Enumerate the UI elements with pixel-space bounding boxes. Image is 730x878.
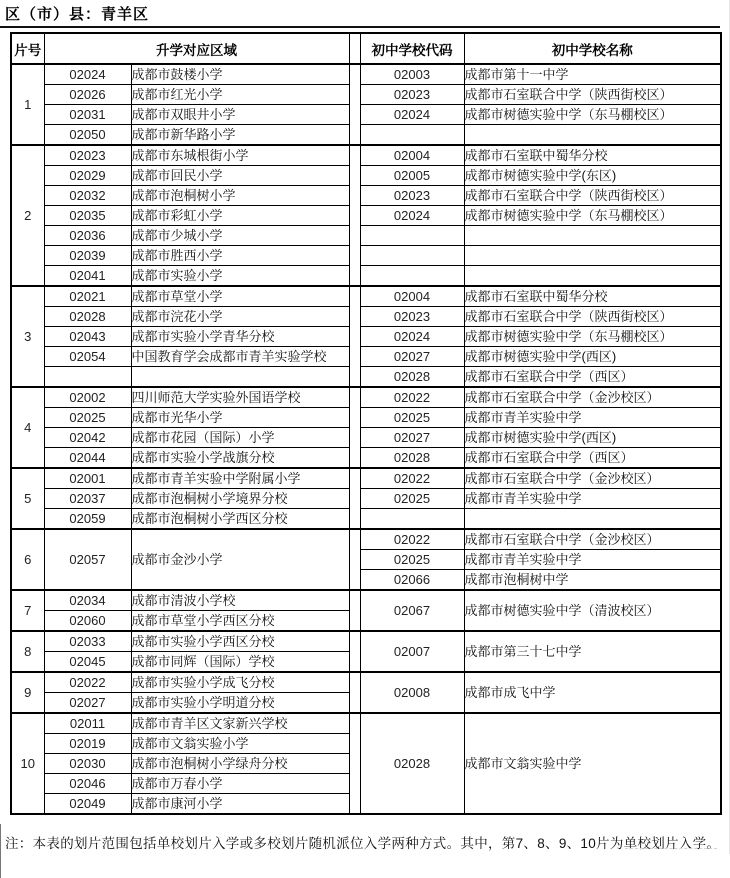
primary-code-cell: 02024 bbox=[44, 64, 131, 85]
section-no-cell: 6 bbox=[11, 529, 44, 590]
table-row bbox=[11, 489, 721, 509]
table-row bbox=[11, 347, 721, 367]
middle-school-cell: 成都市石室联中蜀华分校 bbox=[464, 286, 721, 307]
primary-school-cell: 成都市鼓楼小学 bbox=[131, 64, 349, 85]
header-row bbox=[11, 33, 721, 64]
primary-code-cell: 02025 bbox=[44, 408, 131, 428]
middle-code-cell: 02004 bbox=[360, 145, 464, 166]
primary-code-cell: 02028 bbox=[44, 307, 131, 327]
middle-code-cell: 02003 bbox=[360, 64, 464, 85]
section-no-cell: 7 bbox=[11, 590, 44, 631]
primary-school-cell: 成都市草堂小学西区分校 bbox=[131, 611, 349, 632]
middle-school-cell: 成都市树德实验中学（东马棚校区） bbox=[464, 327, 721, 347]
primary-code-cell: 02044 bbox=[44, 448, 131, 469]
primary-school-cell: 成都市东城根街小学 bbox=[131, 145, 349, 166]
middle-code-cell bbox=[360, 246, 464, 266]
primary-school-cell: 成都市实验小学战旗分校 bbox=[131, 448, 349, 469]
primary-school-cell: 成都市回民小学 bbox=[131, 166, 349, 186]
section-no-cell: 5 bbox=[11, 468, 44, 529]
primary-school-cell: 成都市实验小学 bbox=[131, 266, 349, 287]
middle-code-cell: 02066 bbox=[360, 570, 464, 591]
middle-code-cell: 02025 bbox=[360, 550, 464, 570]
primary-code-cell: 02001 bbox=[44, 468, 131, 489]
primary-school-cell: 成都市草堂小学 bbox=[131, 286, 349, 307]
primary-school-cell: 成都市彩虹小学 bbox=[131, 206, 349, 226]
middle-code-cell: 02024 bbox=[360, 206, 464, 226]
middle-school-cell: 成都市青羊实验中学 bbox=[464, 408, 721, 428]
primary-school-cell: 成都市泡桐树小学 bbox=[131, 186, 349, 206]
table-row bbox=[11, 64, 721, 85]
table-row bbox=[11, 307, 721, 327]
middle-code-cell: 02023 bbox=[360, 307, 464, 327]
middle-school-cell: 成都市石室联中蜀华分校 bbox=[464, 145, 721, 166]
primary-school-cell: 成都市实验小学明道分校 bbox=[131, 693, 349, 714]
footnote: 注：本表的划片范围包括单校划片入学或多校划片随机派位入学两种方式。其中，第7、8、9、10片为单校划片入学。 bbox=[5, 836, 721, 851]
gap-cell bbox=[349, 387, 360, 468]
middle-school-cell: 成都市石室联合中学（陕西街校区） bbox=[464, 85, 721, 105]
primary-school-cell: 成都市胜西小学 bbox=[131, 246, 349, 266]
title-divider bbox=[0, 26, 720, 28]
middle-school-cell: 成都市泡桐树中学 bbox=[464, 570, 721, 591]
primary-code-cell: 02019 bbox=[44, 734, 131, 754]
middle-school-cell: 成都市石室联合中学（金沙校区） bbox=[464, 387, 721, 408]
primary-code-cell: 02060 bbox=[44, 611, 131, 632]
middle-school-cell bbox=[464, 266, 721, 287]
gap-cell bbox=[349, 286, 360, 387]
primary-school-cell: 成都市同辉（国际）学校 bbox=[131, 652, 349, 673]
middle-school-cell: 成都市树德实验中学(东区) bbox=[464, 166, 721, 186]
section-no-cell: 3 bbox=[11, 286, 44, 387]
middle-school-cell: 成都市石室联合中学（金沙校区） bbox=[464, 529, 721, 550]
table-row bbox=[11, 428, 721, 448]
gap-cell bbox=[349, 631, 360, 672]
gap-cell bbox=[349, 713, 360, 814]
table-row bbox=[11, 327, 721, 347]
table-row bbox=[11, 186, 721, 206]
table-row bbox=[11, 105, 721, 125]
table-row bbox=[11, 85, 721, 105]
primary-school-cell: 成都市文翁实验小学 bbox=[131, 734, 349, 754]
primary-code-cell: 02037 bbox=[44, 489, 131, 509]
primary-code-cell bbox=[44, 367, 131, 388]
table-row bbox=[11, 448, 721, 469]
primary-code-cell: 02045 bbox=[44, 652, 131, 673]
middle-code-cell: 02028 bbox=[360, 367, 464, 388]
primary-school-cell bbox=[131, 367, 349, 388]
primary-school-cell: 成都市浣花小学 bbox=[131, 307, 349, 327]
middle-school-cell: 成都市石室联合中学（陕西街校区） bbox=[464, 307, 721, 327]
middle-code-cell: 02022 bbox=[360, 387, 464, 408]
table-row bbox=[11, 509, 721, 530]
primary-code-cell: 02036 bbox=[44, 226, 131, 246]
primary-school-cell: 成都市康河小学 bbox=[131, 794, 349, 815]
header-middle-code: 初中学校代码 bbox=[360, 33, 464, 64]
middle-code-cell bbox=[360, 226, 464, 246]
table-row bbox=[11, 266, 721, 287]
middle-code-cell: 02005 bbox=[360, 166, 464, 186]
section-no-cell: 10 bbox=[11, 713, 44, 814]
table-row bbox=[11, 408, 721, 428]
middle-school-cell: 成都市石室联合中学（陕西街校区） bbox=[464, 186, 721, 206]
middle-code-cell: 02027 bbox=[360, 428, 464, 448]
middle-school-cell bbox=[464, 125, 721, 146]
primary-school-cell: 成都市青羊区文家新兴学校 bbox=[131, 713, 349, 734]
primary-code-cell: 02049 bbox=[44, 794, 131, 815]
middle-school-cell: 成都市第三十七中学 bbox=[464, 631, 721, 672]
primary-school-cell: 成都市实验小学成飞分校 bbox=[131, 672, 349, 693]
primary-school-cell: 成都市双眼井小学 bbox=[131, 105, 349, 125]
zoning-table bbox=[10, 32, 722, 815]
gap-cell bbox=[349, 672, 360, 713]
primary-code-cell: 02032 bbox=[44, 186, 131, 206]
middle-code-cell: 02007 bbox=[360, 631, 464, 672]
primary-code-cell: 02033 bbox=[44, 631, 131, 652]
middle-school-cell: 成都市树德实验中学（东马棚校区） bbox=[464, 206, 721, 226]
primary-code-cell: 02043 bbox=[44, 327, 131, 347]
middle-school-cell: 成都市树德实验中学(西区) bbox=[464, 347, 721, 367]
zoning-table-body bbox=[11, 64, 721, 814]
middle-code-cell: 02067 bbox=[360, 590, 464, 631]
middle-code-cell: 02027 bbox=[360, 347, 464, 367]
middle-school-cell: 成都市青羊实验中学 bbox=[464, 489, 721, 509]
primary-school-cell: 成都市实验小学西区分校 bbox=[131, 631, 349, 652]
gap-cell bbox=[349, 145, 360, 286]
primary-code-cell: 02023 bbox=[44, 145, 131, 166]
middle-school-cell: 成都市第十一中学 bbox=[464, 64, 721, 85]
table-row bbox=[11, 590, 721, 611]
middle-code-cell: 02024 bbox=[360, 327, 464, 347]
primary-code-cell: 02046 bbox=[44, 774, 131, 794]
table-row bbox=[11, 387, 721, 408]
primary-code-cell: 02027 bbox=[44, 693, 131, 714]
primary-code-cell: 02021 bbox=[44, 286, 131, 307]
primary-school-cell: 成都市泡桐树小学境界分校 bbox=[131, 489, 349, 509]
middle-school-cell: 成都市成飞中学 bbox=[464, 672, 721, 713]
middle-school-cell: 成都市石室联合中学（金沙校区） bbox=[464, 468, 721, 489]
section-no-cell: 9 bbox=[11, 672, 44, 713]
middle-school-cell bbox=[464, 246, 721, 266]
table-row bbox=[11, 713, 721, 734]
middle-code-cell: 02028 bbox=[360, 713, 464, 814]
primary-code-cell: 02042 bbox=[44, 428, 131, 448]
table-row bbox=[11, 166, 721, 186]
middle-code-cell bbox=[360, 266, 464, 287]
table-row bbox=[11, 468, 721, 489]
middle-code-cell: 02024 bbox=[360, 105, 464, 125]
primary-school-cell: 成都市青羊实验中学附属小学 bbox=[131, 468, 349, 489]
primary-code-cell: 02031 bbox=[44, 105, 131, 125]
table-row bbox=[11, 246, 721, 266]
gap-cell bbox=[349, 64, 360, 145]
middle-school-cell: 成都市树德实验中学（东马棚校区） bbox=[464, 105, 721, 125]
section-no-cell: 8 bbox=[11, 631, 44, 672]
primary-code-cell: 02059 bbox=[44, 509, 131, 530]
gap-cell bbox=[349, 590, 360, 631]
primary-school-cell: 中国教育学会成都市青羊实验学校 bbox=[131, 347, 349, 367]
primary-school-cell: 成都市花园（国际）小学 bbox=[131, 428, 349, 448]
middle-school-cell: 成都市青羊实验中学 bbox=[464, 550, 721, 570]
primary-school-cell: 四川师范大学实验外国语学校 bbox=[131, 387, 349, 408]
middle-code-cell: 02008 bbox=[360, 672, 464, 713]
primary-school-cell: 成都市金沙小学 bbox=[131, 529, 349, 590]
header-section-no: 片号 bbox=[11, 33, 44, 64]
table-row bbox=[11, 367, 721, 388]
header-area: 升学对应区域 bbox=[44, 33, 349, 64]
primary-school-cell: 成都市清波小学校 bbox=[131, 590, 349, 611]
table-row bbox=[11, 529, 721, 550]
table-row bbox=[11, 125, 721, 146]
table-row bbox=[11, 672, 721, 693]
zoning-table-head bbox=[11, 33, 721, 64]
middle-code-cell: 02028 bbox=[360, 448, 464, 469]
primary-code-cell: 02057 bbox=[44, 529, 131, 590]
header-gap bbox=[349, 33, 360, 64]
primary-school-cell: 成都市泡桐树小学绿舟分校 bbox=[131, 754, 349, 774]
gap-cell bbox=[349, 468, 360, 529]
middle-code-cell bbox=[360, 125, 464, 146]
middle-code-cell bbox=[360, 509, 464, 530]
primary-code-cell: 02022 bbox=[44, 672, 131, 693]
primary-code-cell: 02029 bbox=[44, 166, 131, 186]
primary-code-cell: 02030 bbox=[44, 754, 131, 774]
primary-school-cell: 成都市光华小学 bbox=[131, 408, 349, 428]
middle-school-cell: 成都市石室联合中学（西区） bbox=[464, 448, 721, 469]
header-middle-name: 初中学校名称 bbox=[464, 33, 721, 64]
section-no-cell: 4 bbox=[11, 387, 44, 468]
middle-school-cell: 成都市树德实验中学（清波校区） bbox=[464, 590, 721, 631]
middle-code-cell: 02022 bbox=[360, 468, 464, 489]
middle-school-cell: 成都市石室联合中学（西区） bbox=[464, 367, 721, 388]
primary-school-cell: 成都市新华路小学 bbox=[131, 125, 349, 146]
primary-code-cell: 02034 bbox=[44, 590, 131, 611]
middle-school-cell: 成都市树德实验中学(西区) bbox=[464, 428, 721, 448]
section-no-cell: 1 bbox=[11, 64, 44, 145]
section-no-cell: 2 bbox=[11, 145, 44, 286]
primary-code-cell: 02002 bbox=[44, 387, 131, 408]
table-row bbox=[11, 206, 721, 226]
page-title: 区（市）县：青羊区 bbox=[5, 6, 150, 23]
middle-code-cell: 02023 bbox=[360, 85, 464, 105]
primary-code-cell: 02050 bbox=[44, 125, 131, 146]
gap-cell bbox=[349, 529, 360, 590]
primary-code-cell: 02011 bbox=[44, 713, 131, 734]
primary-code-cell: 02035 bbox=[44, 206, 131, 226]
table-row bbox=[11, 145, 721, 166]
middle-code-cell: 02025 bbox=[360, 408, 464, 428]
middle-school-cell bbox=[464, 226, 721, 246]
footnote-area bbox=[0, 824, 729, 878]
primary-school-cell: 成都市少城小学 bbox=[131, 226, 349, 246]
primary-school-cell: 成都市泡桐树小学西区分校 bbox=[131, 509, 349, 530]
middle-school-cell: 成都市文翁实验中学 bbox=[464, 713, 721, 814]
primary-school-cell: 成都市实验小学青华分校 bbox=[131, 327, 349, 347]
table-row bbox=[11, 226, 721, 246]
table-row bbox=[11, 631, 721, 652]
primary-code-cell: 02054 bbox=[44, 347, 131, 367]
primary-school-cell: 成都市红光小学 bbox=[131, 85, 349, 105]
table-row bbox=[11, 286, 721, 307]
primary-code-cell: 02041 bbox=[44, 266, 131, 287]
primary-school-cell: 成都市万春小学 bbox=[131, 774, 349, 794]
watermark-remnant bbox=[625, 836, 717, 849]
primary-code-cell: 02039 bbox=[44, 246, 131, 266]
primary-code-cell: 02026 bbox=[44, 85, 131, 105]
middle-code-cell: 02025 bbox=[360, 489, 464, 509]
middle-code-cell: 02022 bbox=[360, 529, 464, 550]
middle-code-cell: 02004 bbox=[360, 286, 464, 307]
middle-code-cell: 02023 bbox=[360, 186, 464, 206]
middle-school-cell bbox=[464, 509, 721, 530]
